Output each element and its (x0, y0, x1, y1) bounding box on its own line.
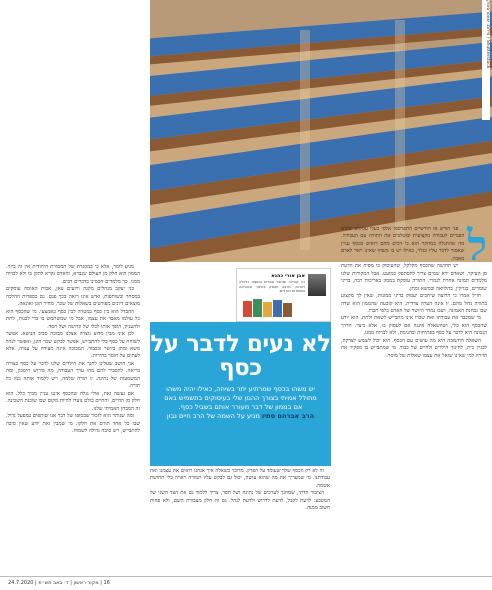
paragraph: פני חודש או חודשיים התפרסמו אלפי בעלי עסקים שונים הפנויים לעבודה מקצועית ומשלבים את התורה עם העבודה. מה שהתגלה במחקר הוא כי רבים מהם רואים בכסף עניין שאסור לדבר עליו בגלוי, כאילו יש בו משהו שאינו ראוי לאדם מאמין. (341, 226, 465, 262)
author-photo (308, 274, 326, 296)
books-illustration (241, 297, 301, 319)
paragraph: לכן איני מבין מדוע נוצרה אצלנו מבוכה סביב הנושא. אפשר לשוחח על כסף בלי להתבייש, אפשר לבקש שכר הוגן, ואפשר לנהל משא ומתן ביושר ובכבוד. המבוכה אינה מעידה על ענווה, אלא לעתים על חוסר בהירות. (6, 331, 140, 360)
photo-credit: צילום: שאטרסטוק / Shutterstock (482, 0, 490, 120)
page-footer (0, 576, 492, 590)
author-box (236, 268, 331, 322)
paragraph: בני יעקב מנהלים מקנה ורועים צאן, אבות האומה עוסקים במסחר ובשותפות, ואיש אינו רואה בכך פגם. גם בספרות ההלכה מוצאים דיונים מפורטים בשאלות של שכר, מחיר הוגן ואונאה. (6, 286, 140, 308)
article-byline (160, 412, 321, 421)
page-folio: 16 | מקור ראשון | ד׳ באב תש״פ | 24.7.2020 (8, 580, 110, 586)
article-column-left (6, 264, 140, 569)
paragraph: יש תחושה שהכסף מקלקל, שהעיסוק בו מסיח את הדעת מן העיקר, ושאדם ירא שמים צריך להסתפק במועט. אבל המקורות שלנו מלמדים תמונה אחרת לגמרי. התורה עוסקת בממון באריכות רבה, בדיני שומרים, בנזיקין, בהלוואה ובמשא ומתן. (341, 263, 487, 292)
paragraph: מי שמכבד את עבודתו ואת שכרו אינו מתבייש לשאת ולתת. הוא יודע שהכסף הוא כלי, ושהשאלה איננה אם לעסוק בו, אלא כיצד. הדרך הנכונה היא לדבר על כסף בפתיחות ובהגינות, ולא לברוח ממנו. (341, 315, 487, 337)
article-subhead: יש משהו בכסף שמרתיע יתר בשיחה, כאילו יהיה משהו מחולל אמיתי בצורך ההגון שלי בעיסוקים בתשמיש באם אם בממון של דבר מעורר אותם בשביל כסף. (164, 385, 317, 411)
headline-panel (150, 322, 331, 466)
article-headline: לא נעים לדבר על כסף (150, 331, 331, 381)
article-column-right (341, 226, 487, 570)
paragraph: ההבדל הוא בין כסף כמטרה לבין כסף כאמצעי. מי שהכסף הוא כל עולמו מאבד את עצמו, אבל מי שמשתמש בו כדי לבנות, לתת ולהעניק, הופך אותו לכלי של קדושה ושל חסד. (6, 308, 140, 330)
byline-name: הרב אברהם סתיו (261, 412, 315, 420)
photo-illustration (150, 0, 492, 262)
synagogue-benches-photo (150, 0, 492, 262)
article-column-middle (150, 468, 330, 568)
author-name: אבן אורי כהנא (271, 273, 305, 279)
paragraph: אם נעשה זאת, אולי נגלה שהכסף איננו עניין מביך כלל. הוא חלק מן החיים, והחיים כולם נועדו להיות מקום שבו שוכנת השכינה. זה המבחן האמיתי שלנו. (6, 390, 140, 412)
author-bio: רב קהילה ומחבר ספרים בנושאי כלכלה ויהדות, מרצה ועוסק בחינוך ובהוראה במוסדות תורניים. (239, 280, 305, 294)
paragraph: הציבור הדתי, שמחנך לערכים של נתינה ושל חסד, צריך ללמוד גם את הצד השני של המטבע: לדעת לקבל, לדעת לדרוש ולדעת לנהל. גם זה חלק מעבודת השם, ולא פחות חשוב ממנה. (150, 490, 330, 512)
paragraph: חז״ל אמרו כי הרוצה שיחכים יעסוק בדיני ממונות, שאין לך מקצוע בתורה גדול מהם. זו אינה הערה צדדית. היא קובעת שהממון הוא שדה שבו נבחנת האמונה, ושבו נמדד היושר של האדם כלפי חברו. (341, 293, 487, 314)
paragraph: מגיע לומר, אלא כי במסגרת של המסורת היהודית אין זה ביזוי. הממון הוא חלק מן העולם שנברא, והאדם נקרא לתקן בו ולא לברוח ממנו. כך מלמדים חכמינו בדברים רבים. (6, 264, 140, 285)
paragraph: אני חושב שעלינו לחנך את הילדים שלנו לדבר על כסף בצורה בריאה. להסביר להם מהו ערך העבודה, מה פירוש חיסכון, ומה המשמעות של נתינה. זו תורה שלמה, ויש ללמוד אותה כמו כל תורה. (6, 360, 140, 390)
paragraph: השאלה החשובה היא מה עושים עם הכסף. הוא יכול לשמש לצדקה, לבניין בית, לחינוך הילדים ולחיים של כבוד. מי שמתבייש בו מפקיר את הזירה למי שאינו שואל את עצמו שאלות של מוסר. (341, 337, 487, 359)
byline-rest: מגיע על השמה של הרב חיים נבון (166, 412, 262, 420)
paragraph: זה לא רק הכסף שלך שעומד על הפרק. מדובר בשאלה איך אנחנו רואים את עצמנו ואת עבודתנו. מי שמעריך את מה שהוא עושה, יכול גם לבקש עליו תמורה ראויה בלי תחושת אשמה. (150, 468, 330, 489)
drop-cap: ל (467, 226, 487, 270)
paragraph: ומה שנותר הוא לזכור שבסופו של דבר אנו שותפים במפעל גדול, שבו כל אחד תורם את חלקו. מי שמבין זאת יודע שאין סיבה להתבייש, ויש סיבה גדולה לשמוח. (6, 413, 140, 434)
